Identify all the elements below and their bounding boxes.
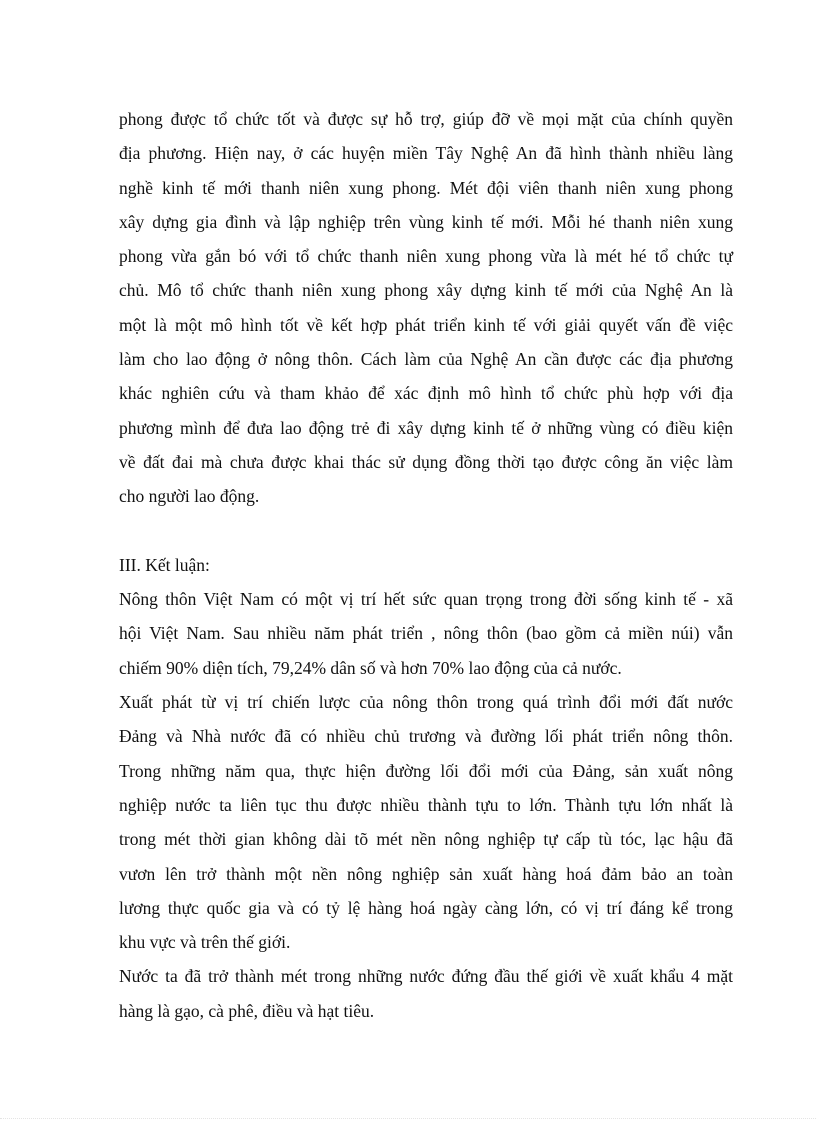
text-line: về đất đai mà chưa được khai thác sử dụng đồng thời tạo được công ăn việc làm xyxy=(119,451,733,472)
text-line: khác nghiên cứu và tham khảo để xác định mô hình tổ chức phù hợp với địa xyxy=(119,383,733,404)
text-line: lương thực quốc gia và có tỷ lệ hàng hoá ngày càng lớn, có vị trí đáng kể trong xyxy=(119,897,733,918)
text-line: phong vừa gắn bó với tổ chức thanh niên xung phong vừa là mét hé tổ chức tự xyxy=(119,246,733,267)
paragraph-spacer xyxy=(119,514,733,548)
text-line: phong được tổ chức tốt và được sự hỗ trợ, giúp đỡ về mọi mặt của chính quyền xyxy=(119,109,733,129)
text-line: cho người lao động. xyxy=(119,486,260,507)
text-line: Xuất phát từ vị trí chiến lược của nông thôn trong quá trình đổi mới đất nước xyxy=(119,692,733,713)
text-line: hội Việt Nam. Sau nhiều năm phát triển , nông thôn (bao gồm cả miền núi) vẫn xyxy=(119,623,733,644)
text-line: trong mét thời gian không dài tõ mét nền nông nghiệp tự cấp tù tóc, lạc hậu đã xyxy=(119,829,733,850)
text-line: khu vực và trên thế giới. xyxy=(119,932,291,953)
text-line: địa phương. Hiện nay, ở các huyện miền Tây Nghệ An đã hình thành nhiều làng xyxy=(119,143,733,164)
text-line: vươn lên trở thành một nền nông nghiệp sản xuất hàng hoá đảm bảo an toàn xyxy=(119,863,733,884)
page-bottom-edge xyxy=(0,1118,816,1119)
text-line: chiếm 90% diện tích, 79,24% dân số và hơn 70% lao động của cả nước. xyxy=(119,657,622,678)
text-line: xây dựng gia đình và lập nghiệp trên vùng kinh tế mới. Mỗi hé thanh niên xung xyxy=(119,211,733,232)
text-line: Nông thôn Việt Nam có một vị trí hết sức quan trọng trong đời sống kinh tế - xã xyxy=(119,589,733,610)
text-line: Đảng và Nhà nước đã có nhiều chủ trương và đường lối phát triển nông thôn. xyxy=(119,726,733,747)
section-heading: III. Kết luận: xyxy=(119,554,210,575)
text-line: làm cho lao động ở nông thôn. Cách làm của Nghệ An cần được các địa phương xyxy=(119,349,733,370)
text-line: chủ. Mô tổ chức thanh niên xung phong xây dựng kinh tế mới của Nghệ An là xyxy=(119,280,733,301)
text-line: phương mình để đưa lao động trẻ đi xây dựng kinh tế ở những vùng có điều kiện xyxy=(119,417,733,438)
text-line: nghề kinh tế mới thanh niên xung phong. Mét đội viên thanh niên xung phong xyxy=(119,177,733,198)
text-line: Nước ta đã trở thành mét trong những nước đứng đầu thế giới về xuất khẩu 4 mặt xyxy=(119,966,733,987)
paragraph-rural-overview xyxy=(119,582,733,685)
text-line: hàng là gạo, cà phê, điều và hạt tiêu. xyxy=(119,1000,375,1021)
text-line: một là một mô hình tốt về kết hợp phát triển kinh tế với giải quyết vấn đề việc xyxy=(119,314,733,335)
text-line: Trong những năm qua, thực hiện đường lối đổi mới của Đảng, sản xuất nông xyxy=(119,760,733,781)
text-line: nghiệp nước ta liên tục thu được nhiều thành tựu to lớn. Thành tựu lớn nhất là xyxy=(119,794,733,815)
paragraph-export-leadership xyxy=(119,959,733,1028)
paragraph-agricultural-achievements xyxy=(119,685,733,959)
paragraph-youth-volunteer-model xyxy=(119,102,733,514)
document-page xyxy=(119,102,733,1028)
